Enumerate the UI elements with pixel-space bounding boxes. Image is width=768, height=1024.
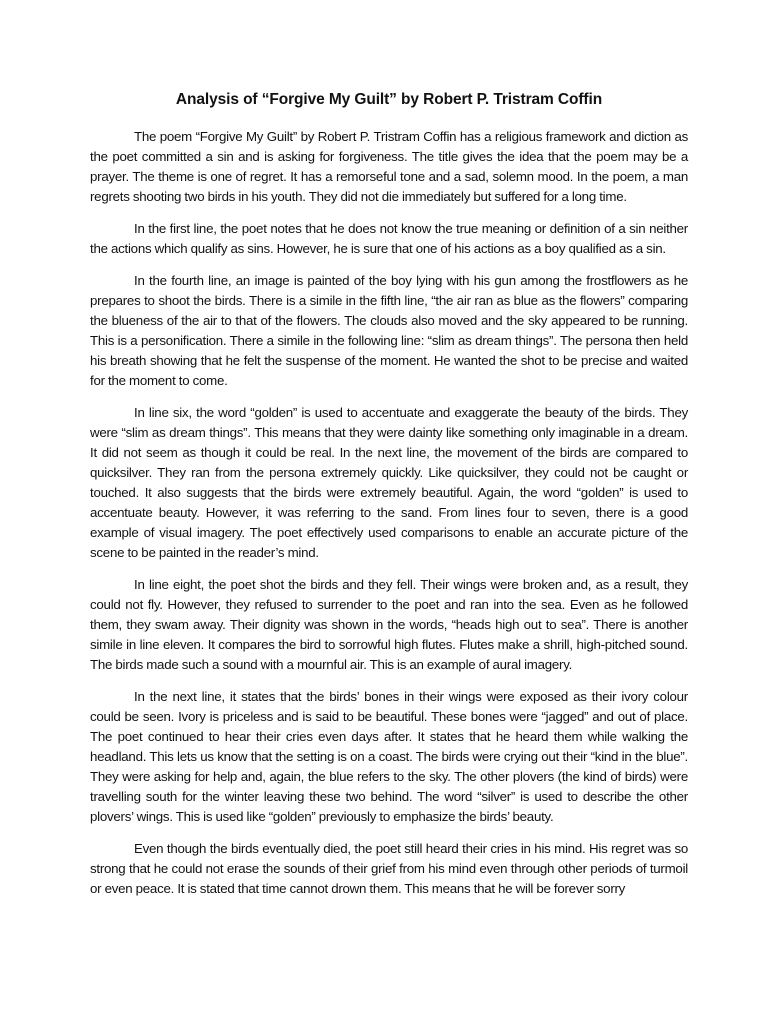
document-title: Analysis of “Forgive My Guilt” by Robert P. Tristram Coffin [175, 91, 603, 108]
paragraph-7: Even though the birds eventually died, the poet still heard their cries in his mind. His regret was so strong that he could not erase the sounds of their grief from his mind even through other periods of turmoil or even peace. It is stated that time cannot drown them. This means that he will be forever sorry [90, 841, 688, 896]
paragraph-2: In the first line, the poet notes that he does not know the true meaning or definition of a sin neither the actions which qualify as sins. However, he is sure that one of his actions as a boy qualified as a sin. [90, 221, 688, 256]
paragraph-5: In line eight, the poet shot the birds and they fell. Their wings were broken and, as a result, they could not fly. However, they refused to surrender to the poet and ran into the sea. Even as he followed them, they swam away. Their dignity was shown in the words, “heads high out to sea”. There is another simile in line eleven. It compares the bird to sorrowful high flutes. Flutes make a shrill, high-pitched sound. The birds made such a sound with a mournful air. This is an example of aural imagery. [90, 577, 688, 672]
paragraph-6: In the next line, it states that the birds’ bones in their wings were exposed as their ivory colour could be seen. Ivory is priceless and is said to be beautiful. These bones were “jagged” and out of place. The poet continued to hear their cries even days after. It states that he heard them while walking the headland. This lets us know that the setting is on a coast. The birds were crying out their “kind in the blue”. They were asking for help and, again, the blue refers to the sky. The other plovers (the kind of birds) were travelling south for the winter leaving these two behind. The word “silver” is used to describe the other plovers’ wings. This is used like “golden” previously to emphasize the birds’ beauty. [90, 689, 688, 824]
document-page [90, 89, 688, 899]
paragraph-3: In the fourth line, an image is painted of the boy lying with his gun among the frostflowers as he prepares to shoot the birds. There is a simile in the fifth line, “the air ran as blue as the flowers” comparing the blueness of the air to that of the flowers. The clouds also moved and the sky appeared to be running. This is a personification. There a simile in the following line: “slim as dream things”. The persona then held his breath showing that he felt the suspense of the moment. He wanted the shot to be precise and waited for the moment to come. [90, 273, 688, 388]
paragraph-4: In line six, the word “golden” is used to accentuate and exaggerate the beauty of the birds. They were “slim as dream things”. This means that they were dainty like something only imaginable in a dream. It did not seem as though it could be real. In the next line, the movement of the birds are compared to quicksilver. They ran from the persona extremely quickly. Like quicksilver, they could not be caught or touched. It also suggests that the birds were extremely beautiful. Again, the word “golden” is used to accentuate beauty. However, it was referring to the sand. From lines four to seven, there is a good example of visual imagery. The poet effectively used comparisons to enable an accurate picture of the scene to be painted in the reader’s mind. [90, 405, 688, 560]
paragraph-1: The poem “Forgive My Guilt” by Robert P. Tristram Coffin has a religious framework and diction as the poet committed a sin and is asking for forgiveness. The title gives the idea that the poem may be a prayer. The theme is one of regret. It has a remorseful tone and a sad, solemn mood. In the poem, a man regrets shooting two birds in his youth. They did not die immediately but suffered for a long time. [90, 129, 688, 204]
